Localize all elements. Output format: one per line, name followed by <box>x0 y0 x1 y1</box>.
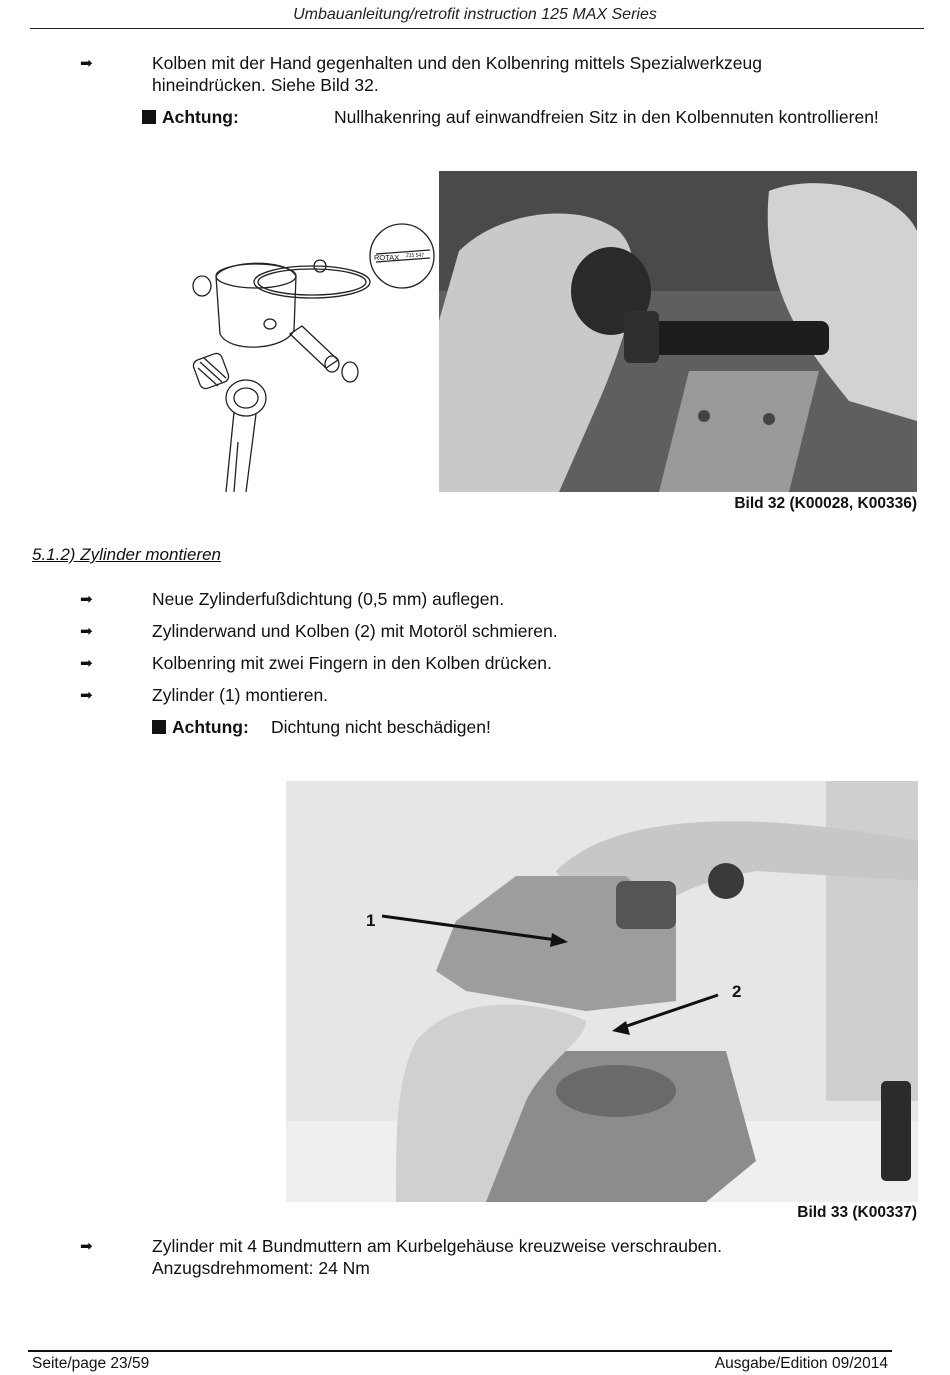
warning-label-text: Achtung: <box>172 717 249 737</box>
step-text: Neue Zylinderfußdichtung (0,5 mm) auflegen. <box>152 589 505 609</box>
warning-label-text: Achtung: <box>162 107 239 127</box>
square-bullet-icon <box>142 110 156 124</box>
needle-bearing-shape <box>192 352 230 390</box>
ring-number-text: 215 547 <box>406 253 425 259</box>
page-number: Seite/page 23/59 <box>32 1355 150 1372</box>
arrow-bullet-icon: ➡ <box>80 623 93 640</box>
arrow-bullet-icon: ➡ <box>80 655 93 672</box>
warning-text: Nullhakenring auf einwandfreien Sitz in den Kolbennuten kontrollieren! <box>334 107 879 127</box>
figure-33-caption: Bild 33 (K00337) <box>797 1204 917 1221</box>
arrow-bullet-icon: ➡ <box>80 55 93 72</box>
circlip-right-shape <box>342 362 358 382</box>
header-divider <box>30 28 924 29</box>
circlip-left-shape <box>193 276 211 296</box>
warning-label <box>152 716 249 738</box>
step-text: Zylinder (1) montieren. <box>152 685 329 705</box>
callout-2-label: 2 <box>732 982 742 1001</box>
piston-ring-shape <box>254 266 370 298</box>
figure-32-caption: Bild 32 (K00028, K00336) <box>734 495 917 512</box>
footer-divider <box>28 1350 892 1352</box>
piston-shape <box>216 263 296 347</box>
step-text-line: Anzugsdrehmoment: 24 Nm <box>152 1258 370 1278</box>
arrow-bullet-icon: ➡ <box>80 1238 93 1255</box>
page-header-title: Umbauanleitung/retrofit instruction 125 MAX Series <box>293 6 657 23</box>
photo-piston-ring-tool <box>439 171 917 492</box>
step-text-line: Zylinder mit 4 Bundmuttern am Kurbelgehäuse kreuzweise verschrauben. <box>152 1236 723 1256</box>
connecting-rod-shape <box>226 380 266 416</box>
piston-pin-shape <box>290 326 338 368</box>
ring-marking-text: ROTAX <box>374 253 400 262</box>
section-title: 5.1.2) Zylinder montieren <box>32 545 221 564</box>
arrow-bullet-icon: ➡ <box>80 687 93 704</box>
photo-cylinder-mounting <box>286 781 918 1202</box>
edition-label: Ausgabe/Edition 09/2014 <box>714 1355 888 1372</box>
warning-label <box>142 106 239 128</box>
piston-exploded-drawing <box>186 222 436 494</box>
square-bullet-icon <box>152 720 166 734</box>
step-text-line: Kolben mit der Hand gegenhalten und den Kolbenring mittels Spezialwerkzeug <box>152 53 762 73</box>
arrow-bullet-icon: ➡ <box>80 591 93 608</box>
step-text: Kolbenring mit zwei Fingern in den Kolben drücken. <box>152 653 552 673</box>
callout-1-label: 1 <box>366 911 376 930</box>
warning-text: Dichtung nicht beschädigen! <box>271 717 491 737</box>
step-text-line: hineindrücken. Siehe Bild 32. <box>152 75 379 95</box>
step-text: Zylinderwand und Kolben (2) mit Motoröl schmieren. <box>152 621 558 641</box>
